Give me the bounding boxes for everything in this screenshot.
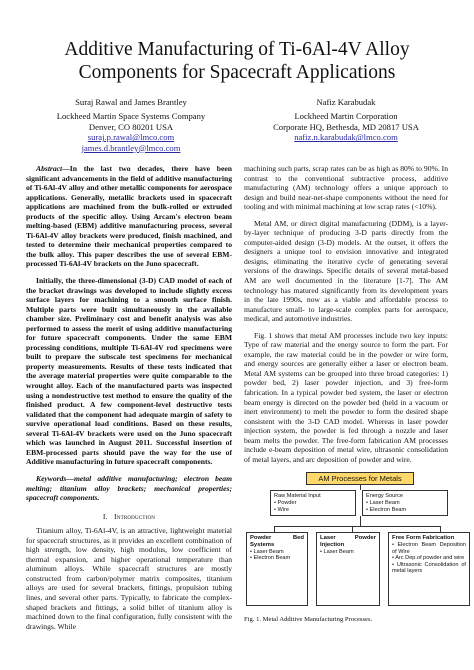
keywords-text: —metal additive manufacturing; electron beam melting; titanium alloy brackets; mechanical properties; spacecraft components. [26, 473, 232, 503]
abstract-dash: — [62, 164, 70, 173]
right-column [244, 164, 466, 624]
section-number: I. [102, 511, 108, 521]
powder-bed-box [246, 532, 308, 606]
author-location: Denver, CO 80201 USA [88, 121, 174, 132]
author-names: Nafiz Karabudak [316, 97, 376, 107]
section-title: Introduction [114, 511, 156, 521]
keywords-label: Keywords [36, 473, 67, 483]
intro-paragraph: Titanium alloy, Ti-6Al-4V, is an attractive, lightweight material for spacecraft structures, as it provides an excellent combination of high strength, low density, high modulus, low coefficient of thermal expansion, and higher operational temperature than aluminum alloys. While spacecraft structures are mostly constructed from carbon/polymer matrix composites, titanium alloys are used for several brackets, fittings, propulsion tubing lines, and several other parts. Typically, to fabricate the complex-shaped brackets and fittings, a solid billet of titanium alloy is machined down to the final configuration, fully consistent with the drawings. While [26, 526, 232, 631]
box-title: Powder Bed Systems [250, 535, 304, 548]
connector-line [360, 516, 361, 526]
box-title: Free Form Fabrication [392, 535, 455, 542]
author-email-link[interactable]: nafiz.n.karabudak@lmco.com [294, 132, 398, 143]
author-block-right [252, 97, 440, 143]
author-affiliation: Lockheed Martin Corporation [294, 111, 398, 122]
connector-line [274, 526, 440, 527]
abstract-paragraph-2: Initially, the three-dimensional (3-D) CAD model of each of the bracket drawings was developed to include slightly excess surface layers for machining to a smooth surface finish. Multiple parts were built simultaneously in the available chamber size. Preliminary cost and benefit analysis was also performed to assess the merit of using additive manufacturing for future spacecraft components. Under the same EBM processing conditions, multiple Ti-6Al-4V rod specimens were built to prepare the subscale test specimens for mechanical property measurements. Results of these tests indicated that the average material properties were quite comparable to the wrought alloy. Each of the manufactured parts was inspected using a nondestructive test method to ensure the quality of the finished product. A few component-level destructive tests validated that the component had adequate margin of safety to survive operational load conditions. Based on these results, several Ti-6Al-4V brackets were used on the Juno spacecraft which was launched in August 2011. Successful insertion of EBM-processed parts should pave the way for the use of Additive manufacturing in future spacecraft components. [26, 276, 232, 467]
keywords-paragraph [26, 474, 232, 503]
laser-powder-injection-box [316, 532, 380, 606]
author-affiliation: Lockheed Martin Space Systems Company [56, 111, 206, 122]
box-item: • Wire [274, 506, 290, 513]
box-item: • Electron Beam Deposition of Wire [392, 542, 466, 555]
author-email-link[interactable]: suraj.p.rawal@lmco.com [87, 132, 175, 143]
left-column [26, 164, 232, 631]
abstract-text: In the last two decades, there have been significant advancements in the field of additive manufacturing of Ti-6Al-4V alloy and other metallic components for aerospace applications. Generally, metallic brackets used in spacecraft applications are machined from the bulk-rolled or extruded products of the specific alloy. Using Arcam's electron beam melting-based (EBM) additive manufacturing process, several Ti-6Al-4V alloy brackets were produced, finish machined, and tested to determine their mechanical properties compared to the bulk alloy. This paper describes the use of several EBM-processed Ti-6Al-4V brackets on the Juno spacecraft. [26, 164, 232, 269]
raw-material-box [270, 490, 356, 516]
box-item: • Powder [274, 500, 297, 506]
abstract-label: Abstract [36, 164, 63, 173]
free-form-fabrication-box [388, 532, 470, 606]
figure-header-box: AM Processes for Metals [306, 472, 414, 485]
figure-am-processes [244, 472, 472, 624]
box-item: • Laser Beam [250, 548, 284, 555]
author-block-left [38, 97, 224, 153]
energy-source-box [362, 490, 448, 516]
body-paragraph: Fig. 1 shows that metal AM processes include two key inputs: Type of raw material and the energy source to form the part. For example, the raw material could be in the powder or wire form, and energy sources are generally either a laser or electron beam. Metal AM systems can be grouped into three broad categories: 1) powder bed, 2) laser powder injection, and 3) free-form fabrication. In a typical powder bed system, the laser or electron beam energy is directed on the powder bed (held in a vacuum or inert environment) to melt the powder to form the desired shape consistent with the 3-D CAD model. Whereas in laser powder injection system, the powder is fed through a nozzle and laser beam melts the powder. The free-form fabrication AM processes include e-beam deposition of metal wire, ultrasonic consolidation of metal layers, and arc deposition of powder and wire. [244, 330, 448, 464]
box-item: • Laser Beam [320, 548, 354, 555]
title-line-1: Additive Manufacturing of Ti-6Al-4V Alloy [64, 39, 410, 60]
box-item: • Arc Dep.of powder and wire [392, 555, 465, 562]
author-location: Corporate HQ, Bethesda, MD 20817 USA [273, 121, 419, 132]
author-email-link[interactable]: james.d.brantley@lmco.com [81, 142, 181, 153]
box-item: • Electron Beam [366, 506, 407, 513]
paper-title [0, 38, 474, 84]
abstract-paragraph [26, 164, 232, 269]
box-title: Laser Powder Injection [320, 535, 376, 548]
box-title: Raw Material Input [274, 493, 321, 500]
box-item: • Ultrasonic Consolidation of metal layers [392, 561, 466, 575]
section-heading [26, 512, 232, 522]
body-paragraph: Metal AM, or direct digital manufacturing (DDM), is a layer-by-layer technique of producing 3-D parts directly from the computer-aided design (3-D) models. At the outset, it offers the designers a unique tool to envision innovative and integrated designs, eliminating the iterative cycle of generating several versions of the drawings. Specific details of several metal-based AM are well documented in the literature [1-7]. The AM technology has matured significantly from its development years in the late 1990s, now as a viable and affordable process to manufacture small- to large-scale complex parts for aerospace, medical, and automotive industries. [244, 218, 448, 324]
box-title: Energy Source [366, 493, 404, 500]
author-names: Suraj Rawal and James Brantley [75, 97, 187, 107]
title-line-2: Components for Spacecraft Applications [78, 62, 396, 83]
connector-line [360, 485, 361, 490]
box-item: • Laser Beam [366, 500, 400, 506]
box-item: • Electron Beam [250, 555, 291, 562]
figure-caption: Fig. 1. Metal Additive Manufacturing Processes. [244, 616, 373, 624]
body-paragraph: machining such parts, scrap rates can be as high as 80% to 90%. In contrast to the conventional subtractive process, additive manufacturing (AM) technology offers a unique approach to design and build near-net-shape components without the need for tooling and with minimal machining at low scrap rates (<10%). [244, 164, 448, 212]
